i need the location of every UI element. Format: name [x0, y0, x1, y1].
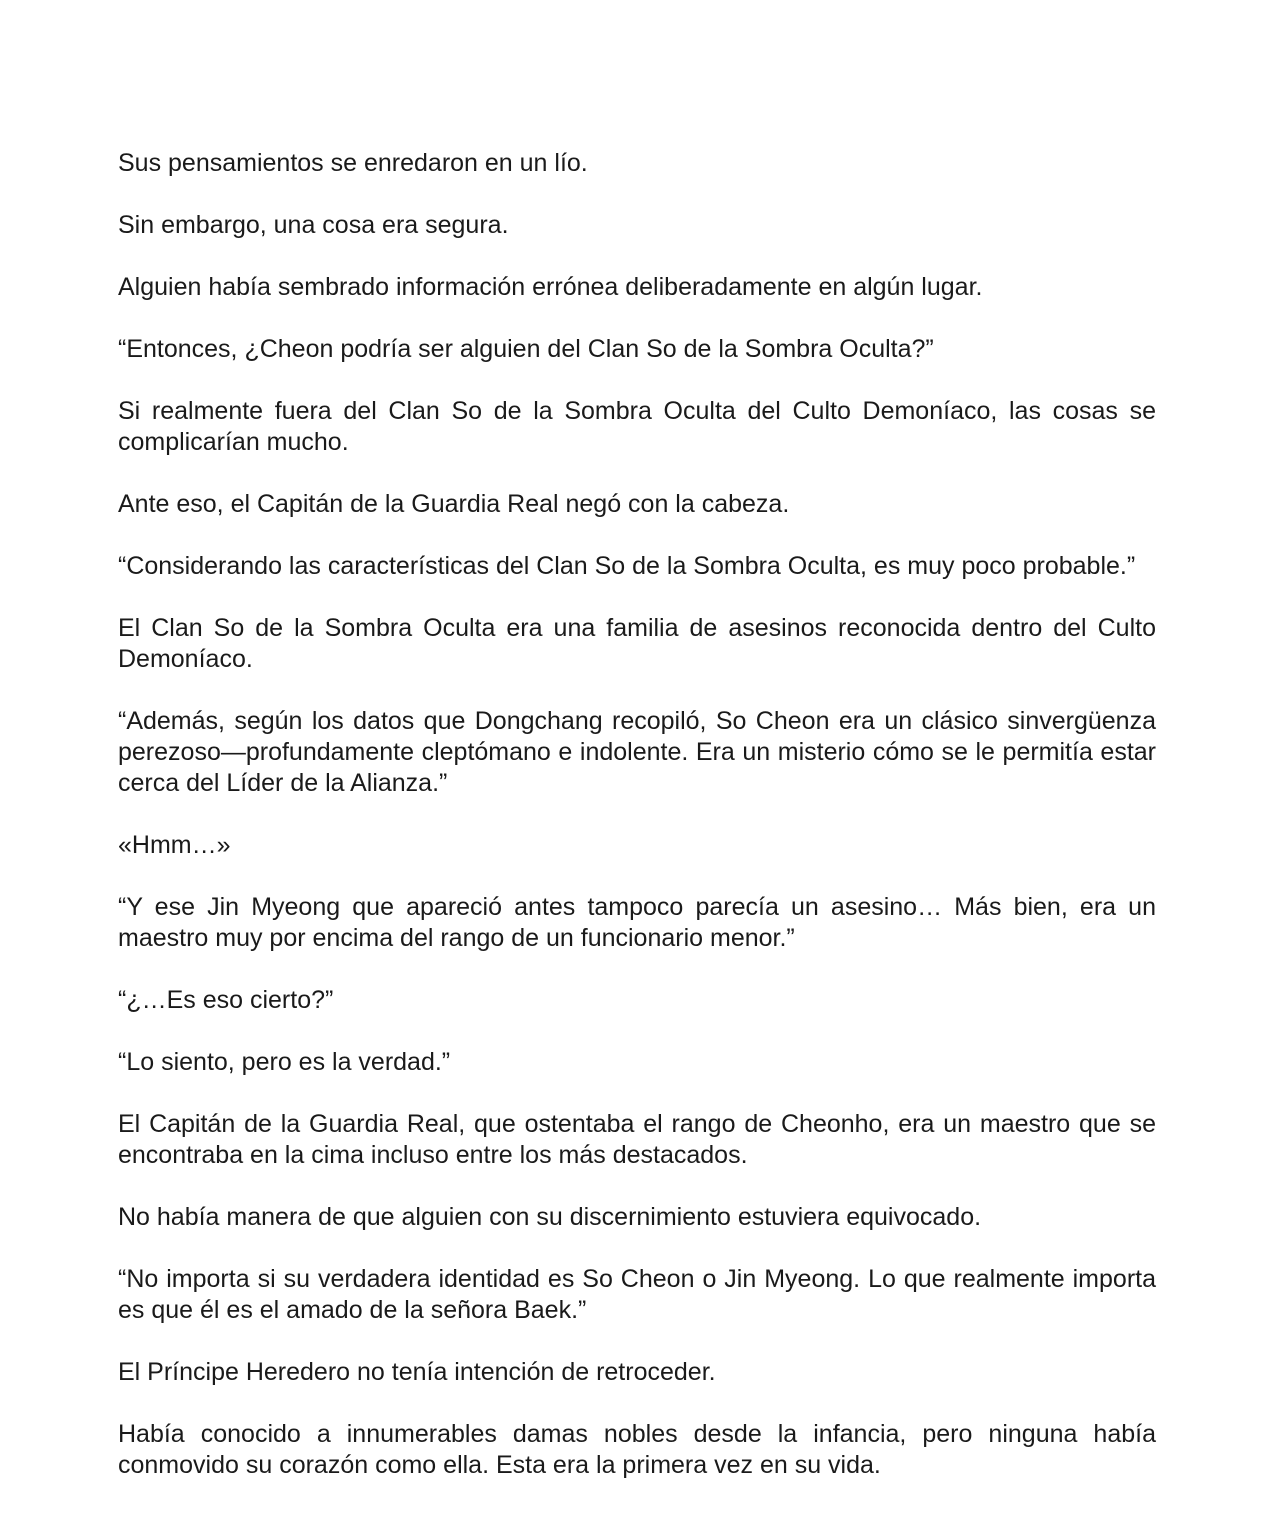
paragraph: Sin embargo, una cosa era segura. [118, 211, 509, 239]
document-page [118, 148, 1156, 1512]
paragraph: Había conocido a innumerables damas nobles desde la infancia, pero ninguna había conmovido su corazón como ella. Esta era la primera vez en su vida. [118, 1420, 1156, 1479]
paragraph: “No importa si su verdadera identidad es So Cheon o Jin Myeong. Lo que realmente importa es que él es el amado de la señora Baek.” [118, 1265, 1156, 1324]
paragraph: Alguien había sembrado información errónea deliberadamente en algún lugar. [118, 273, 983, 301]
paragraph: No había manera de que alguien con su discernimiento estuviera equivocado. [118, 1203, 982, 1231]
paragraph: “Además, según los datos que Dongchang recopiló, So Cheon era un clásico sinvergüenza perezoso—profundamente cleptómano e indolente. Era un misterio cómo se le permitía estar cerca del Líder de la Alianza.” [118, 707, 1156, 797]
paragraph: Ante eso, el Capitán de la Guardia Real negó con la cabeza. [118, 490, 790, 518]
paragraph: “Considerando las características del Clan So de la Sombra Oculta, es muy poco probable.” [118, 552, 1136, 580]
paragraph: «Hmm…» [118, 831, 231, 859]
paragraph: El Príncipe Heredero no tenía intención de retroceder. [118, 1358, 716, 1386]
paragraph: “¿…Es eso cierto?” [118, 986, 334, 1014]
paragraph: Si realmente fuera del Clan So de la Sombra Oculta del Culto Demoníaco, las cosas se complicarían mucho. [118, 397, 1156, 456]
paragraph: “Lo siento, pero es la verdad.” [118, 1048, 451, 1076]
paragraph: “Entonces, ¿Cheon podría ser alguien del Clan So de la Sombra Oculta?” [118, 335, 934, 363]
paragraph: El Clan So de la Sombra Oculta era una familia de asesinos reconocida dentro del Culto Demoníaco. [118, 614, 1156, 673]
paragraph: “Y ese Jin Myeong que apareció antes tampoco parecía un asesino… Más bien, era un maestro muy por encima del rango de un funcionario menor.” [118, 893, 1156, 952]
paragraph: Sus pensamientos se enredaron en un lío. [118, 149, 588, 177]
paragraph: El Capitán de la Guardia Real, que ostentaba el rango de Cheonho, era un maestro que se encontraba en la cima incluso entre los más destacados. [118, 1110, 1156, 1169]
